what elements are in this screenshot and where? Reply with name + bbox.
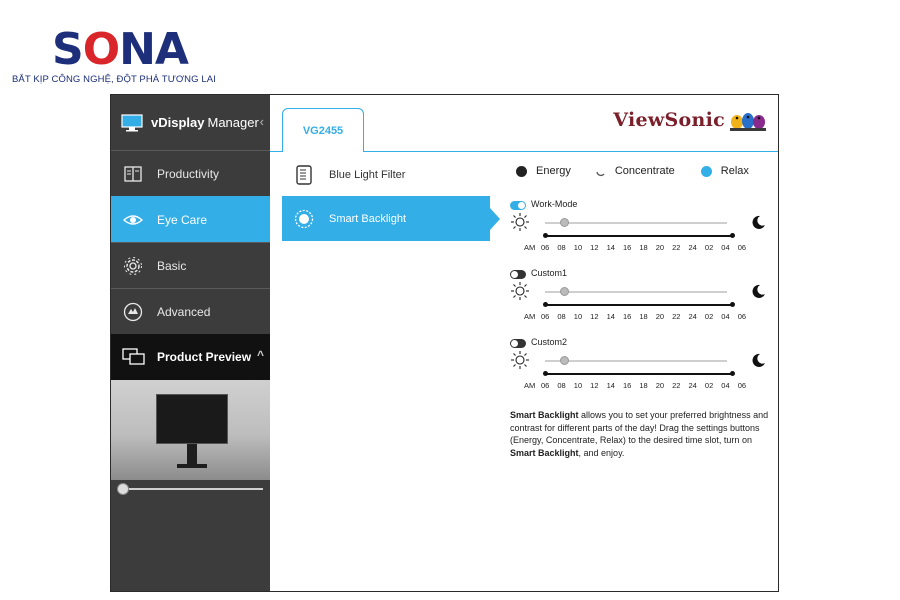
chevron-up-icon[interactable]: ^ — [256, 348, 264, 362]
brightness-handle[interactable] — [560, 287, 569, 296]
brightness-track[interactable] — [545, 360, 727, 362]
concentrate-icon — [595, 166, 606, 177]
mode-legend — [516, 165, 776, 177]
monitor-base — [177, 464, 207, 468]
preview-slider-handle[interactable] — [117, 483, 129, 495]
sun-icon — [510, 350, 530, 370]
description-text-1: allows you to set your preferred brightness and contrast for different parts of the day! Drag the settings buttons (Energy, Concentrate, Relax) to the desired time slot, turn on — [510, 410, 769, 445]
mode-energy[interactable] — [516, 165, 571, 177]
sidebar-item-advanced[interactable] — [111, 288, 270, 334]
monitor-icon — [121, 114, 143, 132]
productivity-icon — [122, 163, 144, 185]
description-text-2: , and enjoy. — [578, 447, 625, 458]
schedule-name: Custom2 — [531, 337, 568, 347]
eye-icon — [122, 209, 144, 231]
option-smart-backlight[interactable] — [282, 196, 490, 241]
viewsonic-birds-icon — [730, 109, 766, 131]
brand-letter-s: S — [52, 24, 83, 75]
monitor-screen — [156, 394, 228, 444]
sidebar-item-basic[interactable] — [111, 242, 270, 288]
custom1-toggle[interactable] — [510, 270, 526, 279]
sidebar-item-label: Advanced — [157, 304, 211, 319]
schedule-work-mode — [510, 201, 774, 265]
mode-label: Concentrate — [614, 165, 675, 177]
moon-icon — [750, 283, 766, 299]
moon-icon — [750, 352, 766, 368]
sidebar — [111, 95, 270, 591]
tab-vg2455[interactable]: VG2455 — [282, 108, 364, 152]
description-bold-2: Smart Backlight — [510, 447, 579, 458]
sidebar-item-productivity[interactable] — [111, 150, 270, 196]
product-preview-label: Product Preview — [157, 350, 252, 364]
gear-icon — [122, 255, 144, 277]
brightness-track[interactable] — [545, 291, 727, 293]
time-labels: AM 06 08 10 12 14 16 18 20 22 24 02 04 06 — [524, 312, 747, 321]
mode-concentrate[interactable] — [595, 165, 675, 177]
product-preview-icon — [122, 347, 146, 367]
schedule-custom2 — [510, 339, 774, 403]
work-mode-toggle[interactable] — [510, 201, 526, 210]
app-title-bold: vDisplay — [151, 115, 205, 130]
product-preview-image — [111, 380, 270, 480]
sun-icon — [510, 281, 530, 301]
option-blue-light-filter[interactable] — [282, 152, 490, 197]
brightness-handle[interactable] — [560, 218, 569, 227]
vdisplay-manager-window — [110, 94, 779, 592]
smart-backlight-description — [510, 409, 774, 459]
sidebar-header — [111, 95, 270, 150]
brand-tagline: BẮT KỊP CÔNG NGHỆ, ĐỘT PHÁ TƯƠNG LAI — [12, 74, 216, 85]
viewsonic-logo — [613, 109, 766, 131]
collapse-sidebar-button[interactable]: ‹ — [259, 114, 264, 129]
viewsonic-wordmark: ViewSonic — [613, 109, 725, 131]
time-labels: AM 06 08 10 12 14 16 18 20 22 24 02 04 06 — [524, 243, 747, 252]
description-bold-1: Smart Backlight — [510, 410, 579, 420]
schedule-name: Work-Mode — [531, 199, 578, 209]
main-panel — [270, 95, 779, 591]
blue-light-filter-icon — [294, 165, 314, 185]
schedule-custom1 — [510, 270, 774, 334]
relax-dot-icon — [701, 166, 712, 177]
time-axis[interactable] — [545, 235, 733, 237]
time-axis[interactable] — [545, 304, 733, 306]
time-axis[interactable] — [545, 373, 733, 375]
moon-icon — [750, 214, 766, 230]
sidebar-item-label: Eye Care — [157, 212, 208, 227]
sidebar-item-label: Productivity — [157, 166, 220, 181]
sidebar-item-label: Basic — [157, 258, 187, 273]
schedule-name: Custom1 — [531, 268, 568, 278]
smart-backlight-icon — [294, 209, 314, 229]
preview-rotation-slider[interactable] — [117, 488, 263, 490]
brand-letter-o: O — [82, 24, 120, 75]
time-labels: AM 06 08 10 12 14 16 18 20 22 24 02 04 06 — [524, 381, 747, 390]
brand-letters-na: NA — [119, 24, 188, 75]
brand-wordmark — [52, 24, 188, 75]
energy-dot-icon — [516, 166, 527, 177]
sun-icon — [510, 212, 530, 232]
option-label: Blue Light Filter — [329, 168, 406, 181]
mode-label: Energy — [536, 165, 571, 177]
brand-logo — [52, 24, 188, 75]
mode-label: Relax — [720, 165, 749, 177]
mode-relax[interactable] — [701, 165, 749, 177]
brightness-handle[interactable] — [560, 356, 569, 365]
custom2-toggle[interactable] — [510, 339, 526, 348]
product-preview-header[interactable] — [111, 334, 270, 380]
app-title-rest: Manager — [207, 115, 259, 130]
sidebar-item-eye-care[interactable] — [111, 196, 270, 242]
monitor-stand — [187, 444, 197, 466]
advanced-icon — [122, 301, 144, 323]
brightness-track[interactable] — [545, 222, 727, 224]
option-label: Smart Backlight — [329, 212, 407, 225]
